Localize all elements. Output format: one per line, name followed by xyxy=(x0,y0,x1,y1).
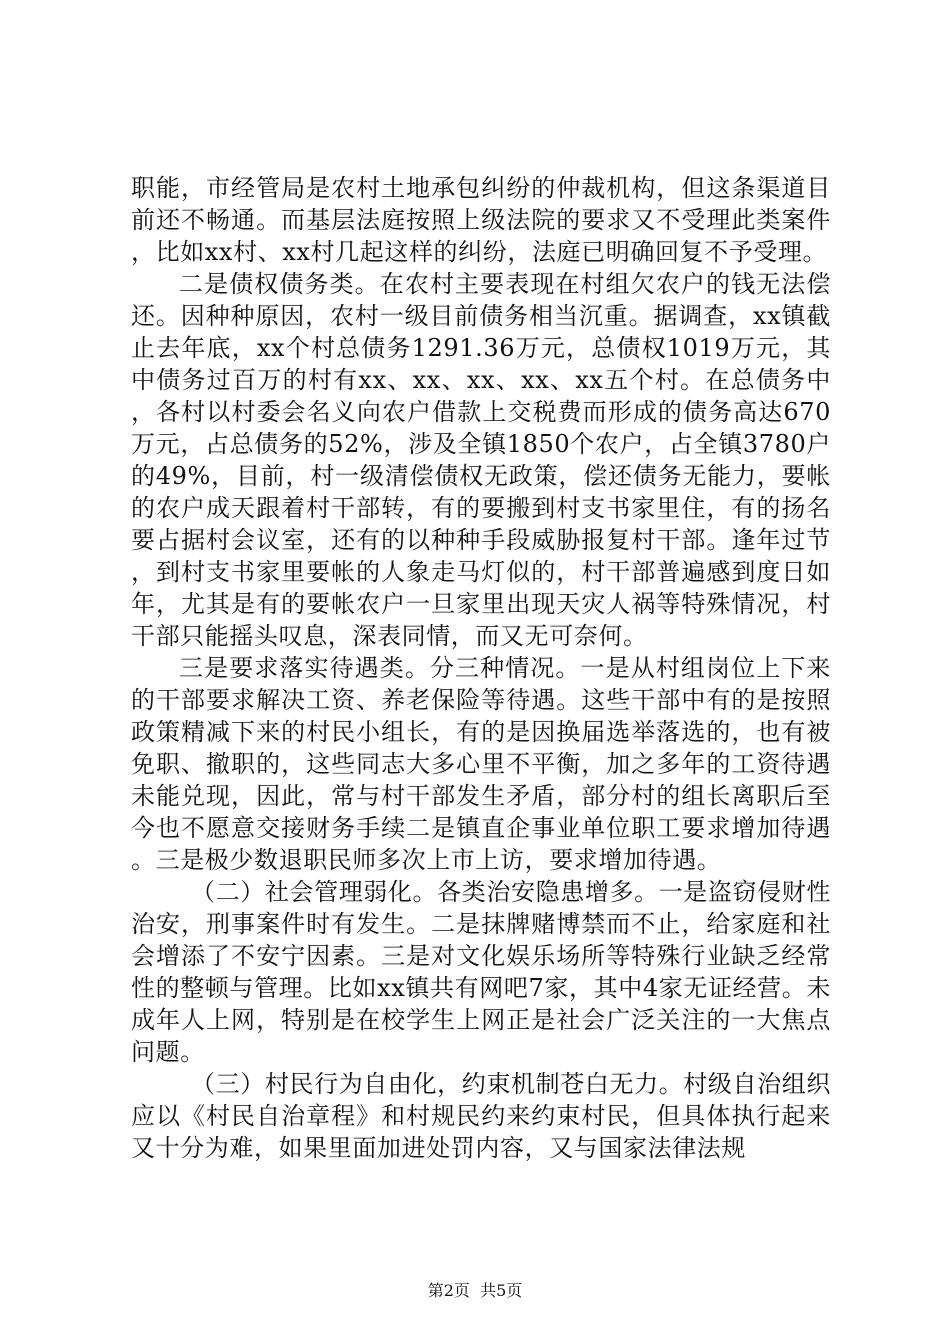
document-body xyxy=(131,172,831,1164)
page-footer xyxy=(0,1281,950,1301)
paragraph-social-management: （二）社会管理弱化。各类治安隐患增多。一是盗窃侵财性治安，刑事案件时有发生。二是抹牌赌博禁而不止，给家庭和社会增添了不安宁因素。三是对文化娱乐场所等特殊行业缺乏经常性的整顿与管理。比如xx镇共有网吧7家，其中4家无证经营。未成年人上网，特别是在校学生上网正是社会广泛关注的一大焦点问题。 xyxy=(131,878,831,1066)
page-number-label: 第2页 共5页 xyxy=(427,1281,523,1300)
paragraph-land-dispute-continuation: 职能，市经管局是农村土地承包纠纷的仲裁机构，但这条渠道目前还不畅通。而基层法庭按照上级法院的要求又不受理此类案件，比如xx村、xx村几起这样的纠纷，法庭已明确回复不予受理。 xyxy=(131,174,831,266)
paragraph-villager-behavior: （三）村民行为自由化，约束机制苍白无力。村级自治组织应以《村民自治章程》和村规民约来约束村民，但具体执行起来又十分为难，如果里面加进处罚内容，又与国家法律法规 xyxy=(131,1070,831,1162)
paragraph-debt-category: 二是债权债务类。在农村主要表现在村组欠农户的钱无法偿还。因种种原因，农村一级目前债务相当沉重。据调查，xx镇截止去年底，xx个村总债务1291.36万元，总债权1019万元，其中债务过百万的村有xx、xx、xx、xx、xx五个村。在总债务中，各村以村委会名义向农户借款上交税费而形成的债务高达670万元，占总债务的52%，涉及全镇1850个农户，占全镇3780户的49%，目前，村一级清偿债权无政策，偿还债务无能力，要帐的农户成天跟着村干部转，有的要搬到村支书家里住，有的扬名要占据村会议室，还有的以种种手段威胁报复村干部。逢年过节，到村支书家里要帐的人象走马灯似的，村干部普遍感到度日如年，尤其是有的要帐农户一旦家里出现天灾人祸等特殊情况，村干部只能摇头叹息，深表同情，而又无可奈何。 xyxy=(131,270,831,650)
paragraph-treatment-category: 三是要求落实待遇类。分三种情况。一是从村组岗位上下来的干部要求解决工资、养老保险等待遇。这些干部中有的是按照政策精减下来的村民小组长，有的是因换届选举落选的，也有被免职、撤职的，这些同志大多心里不平衡，加之多年的工资待遇未能兑现，因此，常与村干部发生矛盾，部分村的组长离职后至今也不愿意交接财务手续二是镇直企事业单位职工要求增加待遇。三是极少数退职民师多次上市上访，要求增加待遇。 xyxy=(131,654,831,874)
